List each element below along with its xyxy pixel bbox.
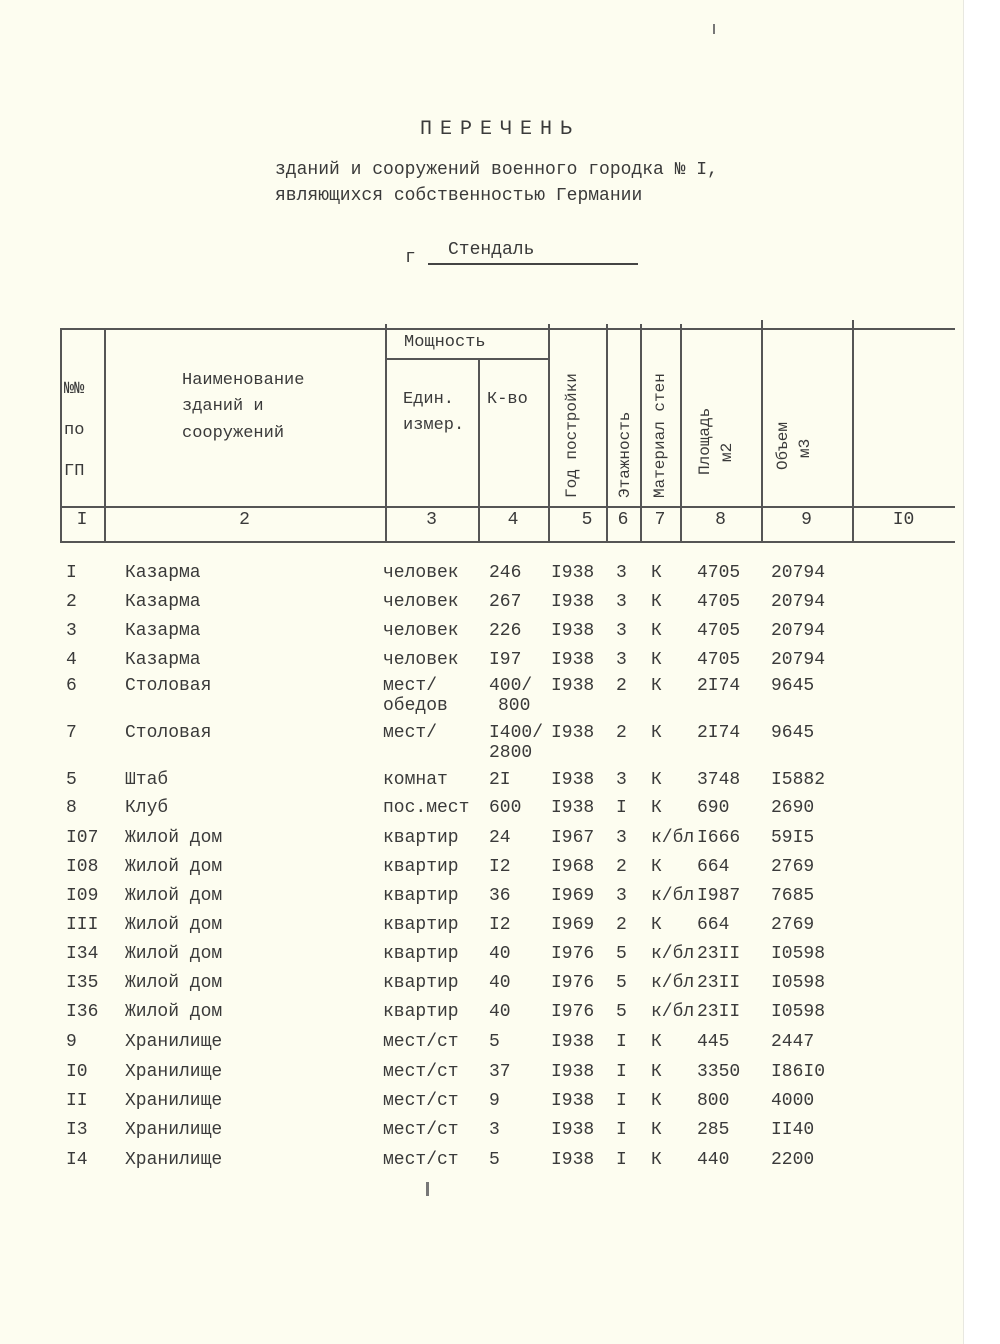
- cell-mat: К: [651, 650, 662, 670]
- cell-mat: К: [651, 1120, 662, 1140]
- cell-year: I969: [551, 915, 595, 935]
- cell-year: I938: [551, 1120, 595, 1140]
- column-number: 9: [801, 510, 812, 530]
- cell-name: Жилой дом: [125, 1002, 223, 1022]
- cell-mat: К: [651, 592, 662, 612]
- cell-year: I938: [551, 798, 595, 818]
- cell-qty-line2: 800: [498, 696, 531, 716]
- cell-unit: человек: [383, 650, 459, 670]
- cell-name: Жилой дом: [125, 973, 223, 993]
- cell-area: 4705: [697, 592, 741, 612]
- cell-unit: мест/ст: [383, 1150, 459, 1170]
- cell-num: I3: [66, 1120, 88, 1140]
- cell-area: 800: [697, 1091, 730, 1111]
- cell-num: I34: [66, 944, 99, 964]
- header-qty: К-во: [487, 390, 528, 409]
- cell-floors: 5: [616, 944, 627, 964]
- header-bottom-border: [60, 506, 955, 508]
- cell-name: Штаб: [125, 770, 169, 790]
- cell-volume: 2447: [771, 1032, 815, 1052]
- header-capacity: Мощность: [404, 333, 486, 352]
- cell-num: I: [66, 563, 77, 583]
- cell-mat: К: [651, 770, 662, 790]
- cell-area: 23II: [697, 973, 741, 993]
- cell-unit: квартир: [383, 857, 459, 877]
- city-underline: [428, 263, 638, 265]
- cell-mat: К: [651, 676, 662, 696]
- column-number: 4: [507, 510, 519, 530]
- cell-qty: 2I: [489, 770, 511, 790]
- cell-qty: 400/: [489, 676, 533, 696]
- cell-unit: квартир: [383, 886, 459, 906]
- header-num: №№ по ГП: [64, 380, 85, 481]
- cell-volume: I0598: [771, 1002, 826, 1022]
- cell-qty: 246: [489, 563, 522, 583]
- cell-area: 445: [697, 1032, 730, 1052]
- cell-name: Столовая: [125, 723, 212, 743]
- cell-area: 664: [697, 915, 730, 935]
- cell-qty: 9: [489, 1091, 500, 1111]
- cell-unit: мест/: [383, 723, 438, 743]
- cell-unit: квартир: [383, 1002, 459, 1022]
- cell-mat: к/бл: [651, 828, 695, 848]
- cell-volume: 7685: [771, 886, 815, 906]
- cell-name: Хранилище: [125, 1120, 223, 1140]
- cell-name: Жилой дом: [125, 915, 223, 935]
- cell-qty: I2: [489, 857, 511, 877]
- cell-unit: квартир: [383, 915, 459, 935]
- cell-num: II: [66, 1091, 88, 1111]
- cell-volume: 20794: [771, 650, 826, 670]
- cell-area: I666: [697, 828, 741, 848]
- header-unit: Един. измер.: [403, 390, 465, 436]
- cell-year: I967: [551, 828, 595, 848]
- cell-qty: 40: [489, 973, 511, 993]
- header-volume-unit: м3: [796, 438, 814, 458]
- cell-floors: I: [616, 1150, 627, 1170]
- cell-area: 4705: [697, 563, 741, 583]
- header-floors: Этажность: [616, 411, 634, 498]
- cell-mat: К: [651, 621, 662, 641]
- cell-name: Хранилище: [125, 1032, 223, 1052]
- cell-volume: I5882: [771, 770, 826, 790]
- cell-floors: 5: [616, 973, 627, 993]
- cell-qty: 3: [489, 1120, 500, 1140]
- cell-num: 9: [66, 1032, 77, 1052]
- cell-floors: 3: [616, 621, 627, 641]
- cell-area: 3748: [697, 770, 741, 790]
- column-number: 2: [239, 510, 250, 530]
- cell-num: I07: [66, 828, 99, 848]
- cell-qty: 267: [489, 592, 522, 612]
- header-material: Материал стен: [651, 373, 669, 498]
- page-edge: [963, 0, 1000, 1344]
- cell-year: I968: [551, 857, 595, 877]
- cell-unit: квартир: [383, 828, 459, 848]
- cell-mat: К: [651, 798, 662, 818]
- cell-num: I0: [66, 1062, 88, 1082]
- cell-unit: квартир: [383, 973, 459, 993]
- cell-num: 7: [66, 723, 77, 743]
- cell-volume: 2690: [771, 798, 815, 818]
- cell-name: Казарма: [125, 563, 201, 583]
- cell-year: I938: [551, 650, 595, 670]
- document-subtitle-2: являющихся собственностью Германии: [275, 186, 643, 206]
- cell-floors: 3: [616, 828, 627, 848]
- cell-volume: I0598: [771, 944, 826, 964]
- cell-name: Казарма: [125, 592, 201, 612]
- cell-name: Казарма: [125, 621, 201, 641]
- cell-unit: мест/ст: [383, 1062, 459, 1082]
- header-area-unit: м2: [718, 442, 736, 462]
- cell-year: I976: [551, 944, 595, 964]
- column-number-border: [60, 541, 955, 543]
- city-prefix: г: [405, 248, 416, 268]
- cell-floors: I: [616, 1032, 627, 1052]
- cell-mat: К: [651, 1091, 662, 1111]
- cell-volume: 9645: [771, 723, 815, 743]
- cell-floors: 3: [616, 563, 627, 583]
- header-area: Площадь: [696, 407, 714, 475]
- cell-floors: 5: [616, 1002, 627, 1022]
- cell-area: 23II: [697, 944, 741, 964]
- cell-unit: человек: [383, 592, 459, 612]
- cell-unit: пос.мест: [383, 798, 470, 818]
- cell-year: I938: [551, 1062, 595, 1082]
- cell-qty: 24: [489, 828, 511, 848]
- cell-num: 3: [66, 621, 77, 641]
- col-border-9: [852, 320, 854, 542]
- cell-mat: к/бл: [651, 1002, 695, 1022]
- cell-name: Казарма: [125, 650, 201, 670]
- table-top-border: [60, 328, 955, 330]
- cell-floors: I: [616, 1120, 627, 1140]
- cell-floors: 2: [616, 676, 627, 696]
- cell-volume: II40: [771, 1120, 815, 1140]
- cell-unit: мест/ст: [383, 1091, 459, 1111]
- cell-floors: 3: [616, 592, 627, 612]
- cell-area: 285: [697, 1120, 730, 1140]
- cell-unit: мест/ст: [383, 1032, 459, 1052]
- cell-area: 4705: [697, 621, 741, 641]
- header-name: Наименование зданий и сооружений: [182, 371, 305, 443]
- cell-name: Клуб: [125, 798, 169, 818]
- cell-mat: К: [651, 563, 662, 583]
- cell-mat: К: [651, 857, 662, 877]
- cell-year: I938: [551, 1032, 595, 1052]
- cell-name: Хранилище: [125, 1150, 223, 1170]
- cell-name: Жилой дом: [125, 828, 223, 848]
- cell-volume: 2769: [771, 857, 815, 877]
- cell-num: I35: [66, 973, 99, 993]
- cell-volume: 59I5: [771, 828, 815, 848]
- cell-area: 4705: [697, 650, 741, 670]
- cell-name: Жилой дом: [125, 886, 223, 906]
- cell-year: I969: [551, 886, 595, 906]
- cell-qty: 600: [489, 798, 522, 818]
- column-number: 7: [654, 510, 666, 530]
- cell-num: III: [66, 915, 99, 935]
- cell-qty: I400/: [489, 723, 544, 743]
- cell-num: I08: [66, 857, 99, 877]
- document-title: ПЕРЕЧЕНЬ: [419, 118, 580, 141]
- cell-num: I4: [66, 1150, 88, 1170]
- cell-mat: К: [651, 1032, 662, 1052]
- cell-volume: 20794: [771, 621, 826, 641]
- column-number: I0: [892, 510, 915, 530]
- cell-volume: I0598: [771, 973, 826, 993]
- cell-year: I938: [551, 723, 595, 743]
- ink-mark: [713, 24, 715, 34]
- city-name: Стендаль: [448, 240, 535, 260]
- capacity-divider: [385, 358, 548, 360]
- cell-mat: К: [651, 723, 662, 743]
- cell-year: I976: [551, 1002, 595, 1022]
- column-number: 3: [426, 510, 437, 530]
- cell-area: 440: [697, 1150, 730, 1170]
- cell-num: 4: [66, 650, 77, 670]
- cell-num: 5: [66, 770, 77, 790]
- cell-floors: I: [616, 798, 627, 818]
- document-subtitle-1: зданий и сооружений военного городка № I,: [275, 160, 718, 180]
- cell-area: 3350: [697, 1062, 741, 1082]
- cell-unit: человек: [383, 621, 459, 641]
- cell-year: I938: [551, 770, 595, 790]
- cell-area: 23II: [697, 1002, 741, 1022]
- cell-year: I938: [551, 1150, 595, 1170]
- cell-year: I938: [551, 1091, 595, 1111]
- cell-floors: 3: [616, 886, 627, 906]
- cell-year: I938: [551, 592, 595, 612]
- cell-mat: к/бл: [651, 944, 695, 964]
- cell-qty: 36: [489, 886, 511, 906]
- cell-floors: 3: [616, 650, 627, 670]
- cell-volume: 9645: [771, 676, 815, 696]
- cell-floors: I: [616, 1062, 627, 1082]
- cell-qty: 40: [489, 944, 511, 964]
- header-year: Год постройки: [563, 373, 581, 498]
- cell-qty: 37: [489, 1062, 511, 1082]
- cell-mat: К: [651, 915, 662, 935]
- column-number: 5: [581, 510, 593, 530]
- cell-area: 2I74: [697, 676, 741, 696]
- cell-area: 690: [697, 798, 730, 818]
- cell-mat: к/бл: [651, 973, 695, 993]
- column-number: 6: [617, 510, 629, 530]
- cell-mat: К: [651, 1150, 662, 1170]
- cell-qty: 5: [489, 1032, 500, 1052]
- cell-unit: мест/ст: [383, 1120, 459, 1140]
- cell-name: Хранилище: [125, 1062, 223, 1082]
- cell-floors: 2: [616, 857, 627, 877]
- cell-qty: I97: [489, 650, 522, 670]
- cell-year: I976: [551, 973, 595, 993]
- column-number: 8: [715, 510, 726, 530]
- cell-mat: К: [651, 1062, 662, 1082]
- cell-volume: 2769: [771, 915, 815, 935]
- cell-unit-line2: обедов: [383, 696, 448, 716]
- cell-unit: мест/: [383, 676, 438, 696]
- cell-year: I938: [551, 676, 595, 696]
- cell-qty: 40: [489, 1002, 511, 1022]
- cell-qty: I2: [489, 915, 511, 935]
- column-number: I: [76, 510, 88, 530]
- cell-name: Жилой дом: [125, 944, 223, 964]
- cell-qty: 5: [489, 1150, 500, 1170]
- ink-mark: [426, 1182, 429, 1196]
- cell-name: Столовая: [125, 676, 212, 696]
- cell-unit: квартир: [383, 944, 459, 964]
- cell-volume: 20794: [771, 563, 826, 583]
- cell-year: I938: [551, 621, 595, 641]
- cell-volume: I86I0: [771, 1062, 826, 1082]
- cell-qty: 226: [489, 621, 522, 641]
- cell-volume: 4000: [771, 1091, 815, 1111]
- cell-year: I938: [551, 563, 595, 583]
- cell-floors: 2: [616, 915, 627, 935]
- cell-unit: комнат: [383, 770, 448, 790]
- cell-num: 8: [66, 798, 77, 818]
- cell-volume: 2200: [771, 1150, 815, 1170]
- cell-num: I09: [66, 886, 99, 906]
- cell-unit: человек: [383, 563, 459, 583]
- cell-mat: к/бл: [651, 886, 695, 906]
- header-volume: Объем: [774, 421, 792, 470]
- cell-num: 2: [66, 592, 77, 612]
- cell-floors: 2: [616, 723, 627, 743]
- cell-area: 664: [697, 857, 730, 877]
- cell-qty-line2: 2800: [489, 743, 533, 763]
- col-border-8: [761, 320, 763, 542]
- cell-num: 6: [66, 676, 77, 696]
- cell-name: Жилой дом: [125, 857, 223, 877]
- cell-name: Хранилище: [125, 1091, 223, 1111]
- cell-area: 2I74: [697, 723, 741, 743]
- cell-area: I987: [697, 886, 741, 906]
- cell-floors: 3: [616, 770, 627, 790]
- cell-volume: 20794: [771, 592, 826, 612]
- cell-floors: I: [616, 1091, 627, 1111]
- cell-num: I36: [66, 1002, 99, 1022]
